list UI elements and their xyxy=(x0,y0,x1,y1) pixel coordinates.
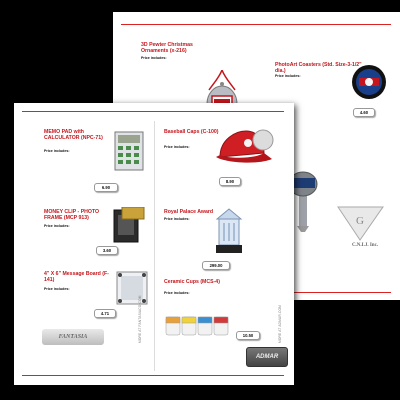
product-title: MONEY CLIP - PHOTO FRAME (MCP 913) xyxy=(44,209,100,221)
vertical-website-text: MORE AT FANTASIACO.COM xyxy=(138,295,142,343)
money-clip-photo-frame-image xyxy=(112,207,146,247)
price-includes-label: Price includes: xyxy=(141,56,167,60)
column-divider xyxy=(154,121,155,371)
cap-pin-image xyxy=(252,129,274,151)
front-catalog-page xyxy=(14,103,294,385)
price-includes-label: Price includes: xyxy=(164,291,190,295)
price-tag: 299.00 xyxy=(202,261,230,270)
price-tag: 6.90 xyxy=(94,183,118,192)
memo-pad-calculator-image xyxy=(114,131,144,171)
product-title: Baseball Caps (C-100) xyxy=(164,129,219,135)
product-title: Royal Palace Award xyxy=(164,209,214,215)
photoart-coaster-image xyxy=(351,64,387,100)
product-title: MEMO PAD with CALCULATOR (NPC-71) xyxy=(44,129,103,141)
price-tag: 4.71 xyxy=(94,309,116,318)
top-rule xyxy=(121,24,391,25)
price-includes-label: Price includes: xyxy=(275,74,301,78)
top-rule xyxy=(22,111,284,112)
price-tag: 3.60 xyxy=(96,246,118,255)
royal-palace-award-image xyxy=(214,207,244,255)
product-title: Ceramic Cups (MCS-4) xyxy=(164,279,220,285)
price-includes-label: Price includes: xyxy=(44,287,70,291)
price-tag: 8.90 xyxy=(219,177,241,186)
price-tag: 10.50 xyxy=(236,331,260,340)
product-title: PhotoArt Coasters (Std. Size-3-1/2" dia.) xyxy=(275,62,362,74)
price-includes-label: Price includes: xyxy=(44,224,70,228)
price-includes-label: Price includes: xyxy=(44,149,70,153)
svg-text:G: G xyxy=(356,215,364,227)
message-board-image xyxy=(116,271,148,305)
product-title: 3D Pewter Christmas Ornaments (x-216) xyxy=(141,42,193,54)
admar-logo: ADMAR xyxy=(246,347,288,367)
ceramic-cups-image xyxy=(164,309,234,343)
price-includes-label: Price includes: xyxy=(164,145,190,149)
fantasia-logo: FANTASIA xyxy=(42,329,104,345)
price-tag: 4.60 xyxy=(353,108,375,117)
vertical-website-text: MORE AT ADMAR.COM xyxy=(278,305,282,343)
brand-name: C.N.I.J. Inc. xyxy=(351,243,379,248)
cnij-logo-emblem xyxy=(333,202,388,242)
product-title: 4" X 6" Message Board (F-141) xyxy=(44,271,109,283)
price-includes-label: Price includes: xyxy=(164,217,190,221)
